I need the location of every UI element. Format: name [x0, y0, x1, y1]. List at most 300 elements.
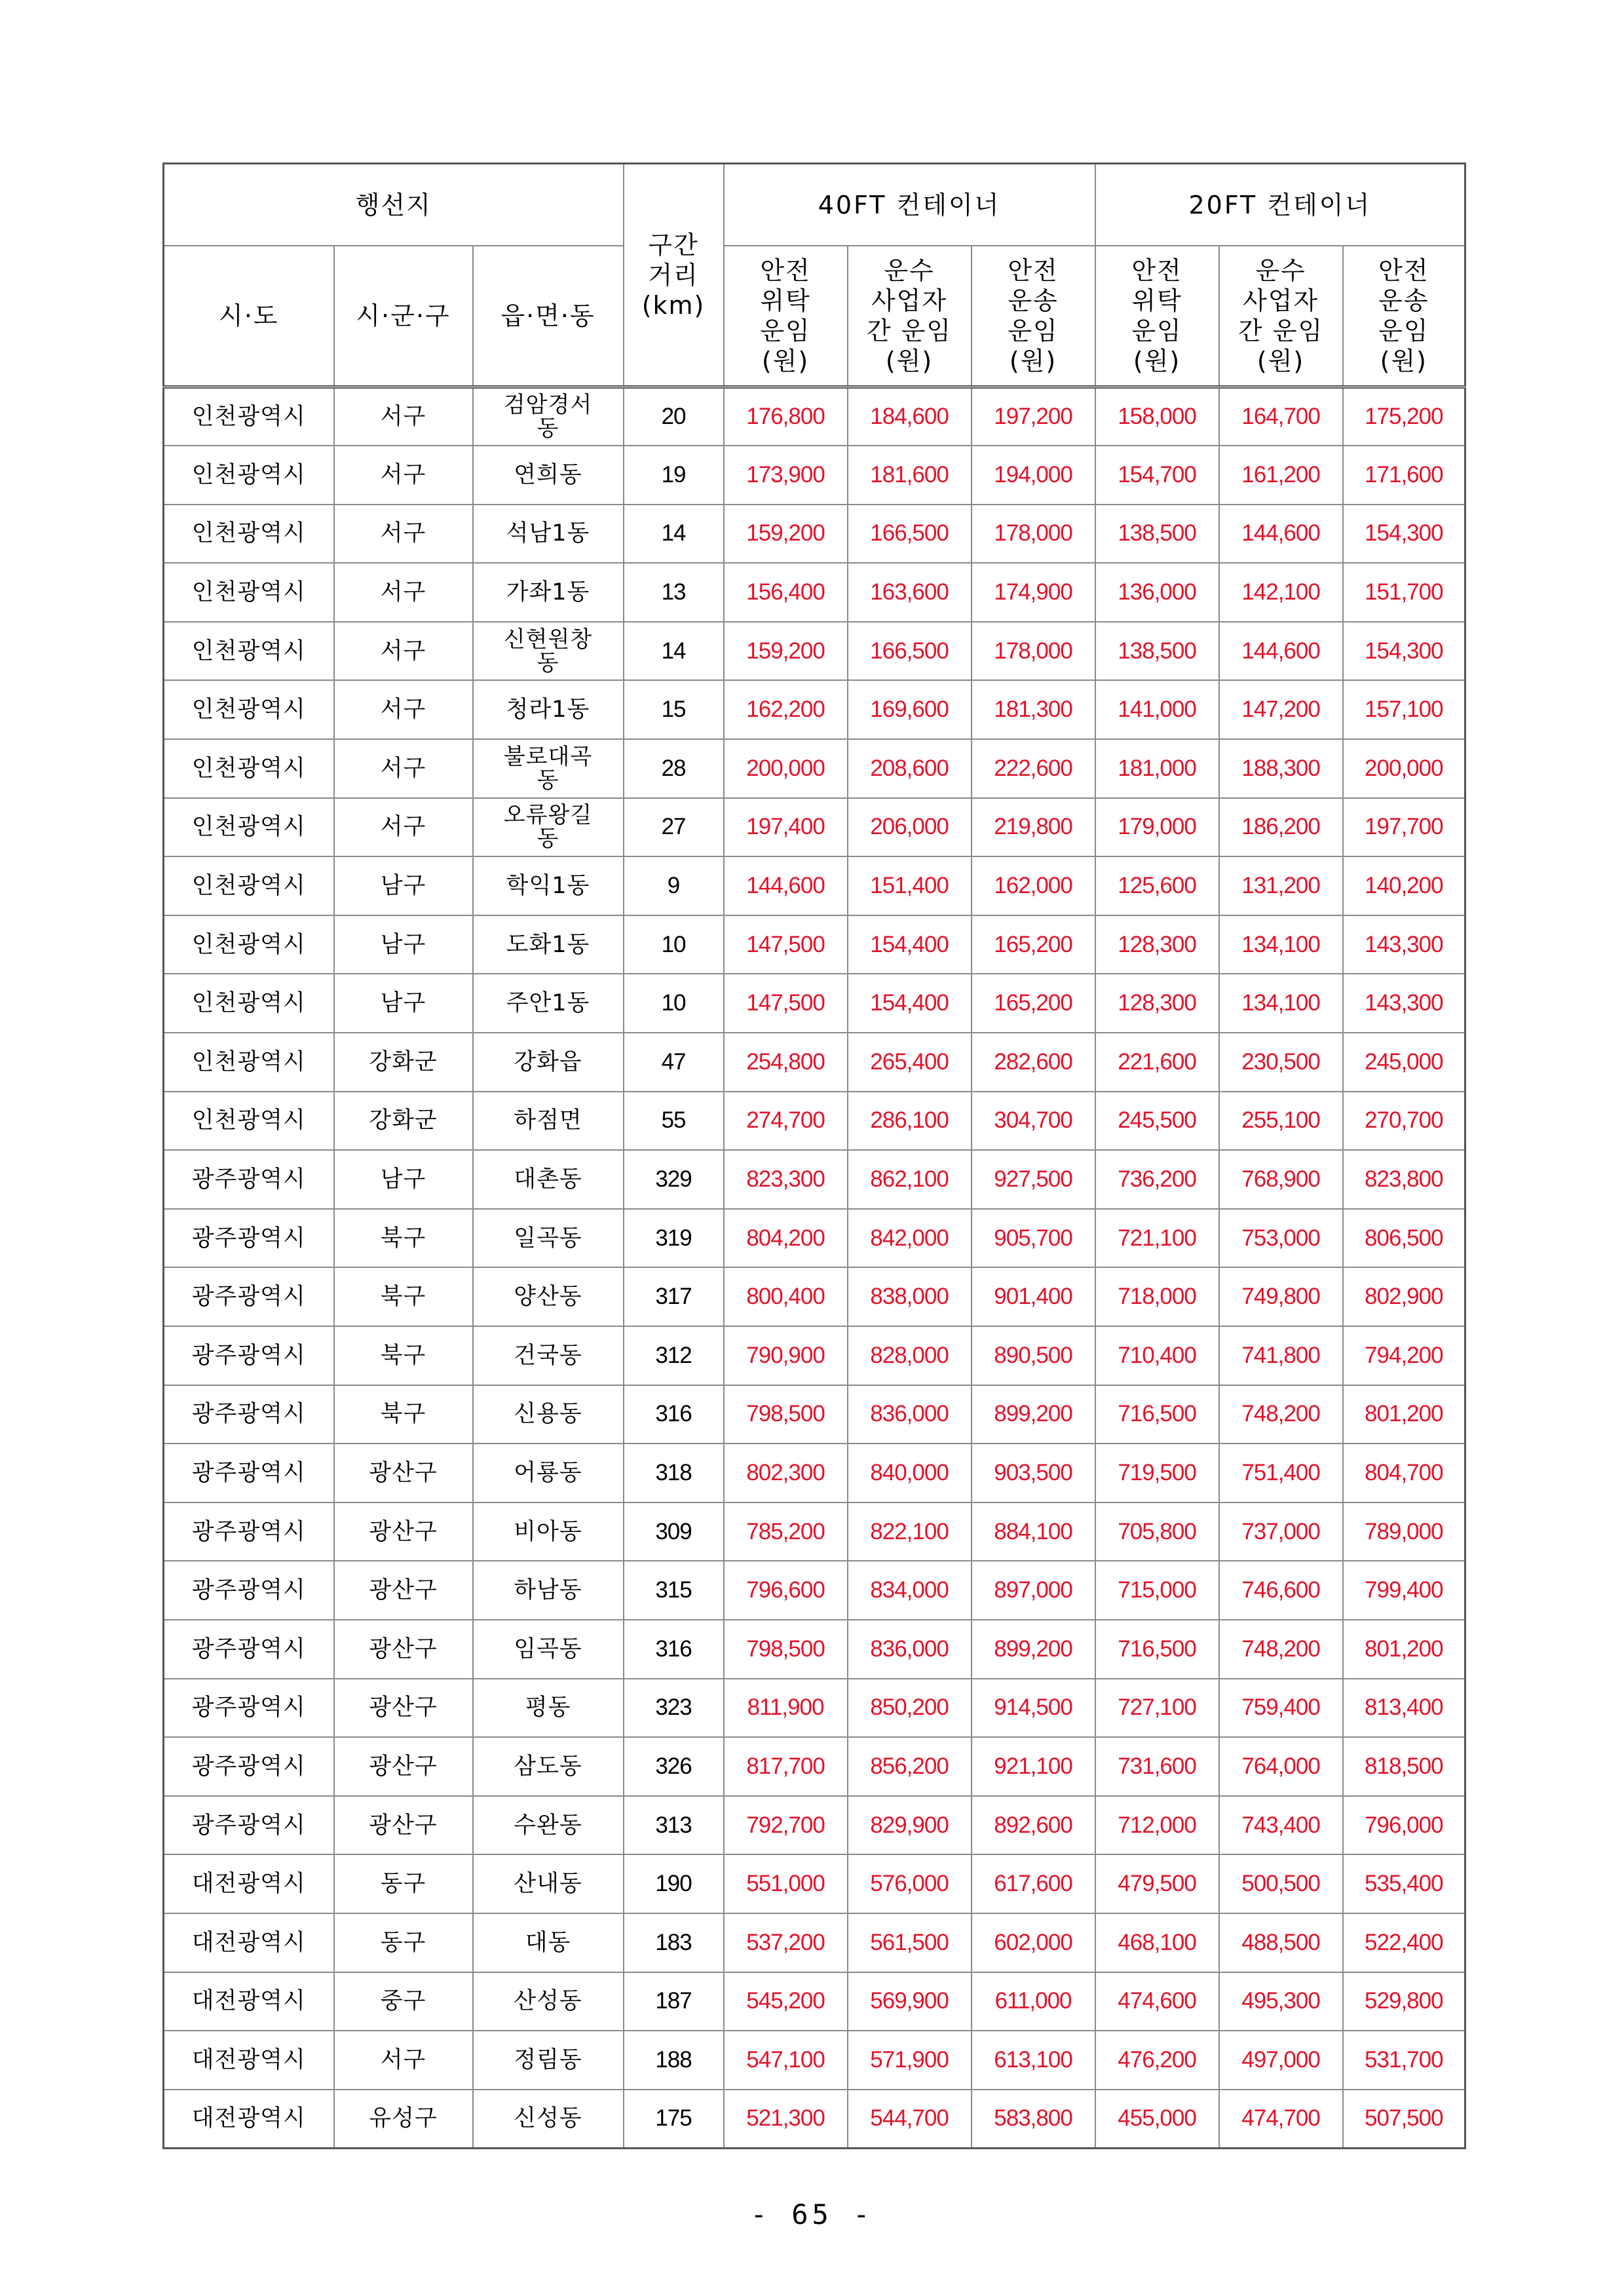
table-row: [164, 1679, 1465, 1738]
fare-20ft-safe-consign: 716,500: [1095, 1385, 1219, 1444]
fare-20ft-carrier: 142,100: [1219, 563, 1343, 622]
fare-20ft-safe-consign: 128,300: [1095, 974, 1219, 1033]
distance-cell: 312: [624, 1326, 724, 1385]
fare-20ft-safe-transport: 818,500: [1343, 1737, 1465, 1796]
header-sido: 시·도: [164, 246, 334, 387]
fare-20ft-safe-transport: 801,200: [1343, 1620, 1465, 1679]
fare-20ft-carrier: 495,300: [1219, 1972, 1343, 2031]
sigungu-cell: 동구: [334, 1854, 473, 1913]
fare-40ft-safe-consign: 162,200: [724, 680, 848, 739]
sigungu-cell: 북구: [334, 1385, 473, 1444]
fare-20ft-carrier: 741,800: [1219, 1326, 1343, 1385]
fare-40ft-safe-consign: 545,200: [724, 1972, 848, 2031]
fare-40ft-carrier: 842,000: [848, 1209, 972, 1268]
sido-cell: 인천광역시: [164, 1092, 334, 1151]
dong-cell: 삼도동: [473, 1737, 624, 1796]
header-distance: 구간 거리 (km): [624, 164, 724, 387]
fare-40ft-carrier: 208,600: [848, 739, 972, 798]
sido-cell: 인천광역시: [164, 622, 334, 681]
fare-40ft-safe-transport: 884,100: [972, 1502, 1095, 1561]
fare-40ft-safe-consign: 197,400: [724, 798, 848, 857]
table-header: [164, 164, 1465, 387]
fare-40ft-safe-consign: 785,200: [724, 1502, 848, 1561]
fare-20ft-safe-transport: 507,500: [1343, 2090, 1465, 2149]
sigungu-cell: 광산구: [334, 1444, 473, 1502]
fare-40ft-carrier: 828,000: [848, 1326, 972, 1385]
sido-cell: 광주광역시: [164, 1444, 334, 1502]
fare-20ft-carrier: 186,200: [1219, 798, 1343, 857]
fare-20ft-carrier: 500,500: [1219, 1854, 1343, 1913]
table-row: [164, 680, 1465, 739]
fare-20ft-safe-consign: 221,600: [1095, 1033, 1219, 1092]
table-row: [164, 974, 1465, 1033]
dong-cell: 수완동: [473, 1796, 624, 1855]
fare-40ft-carrier: 163,600: [848, 563, 972, 622]
distance-cell: 318: [624, 1444, 724, 1502]
dong-cell: 산성동: [473, 1972, 624, 2031]
fare-20ft-carrier: 230,500: [1219, 1033, 1343, 1092]
fare-40ft-safe-transport: 617,600: [972, 1854, 1095, 1913]
distance-cell: 13: [624, 563, 724, 622]
table-row: [164, 1502, 1465, 1561]
dong-cell: 석남1동: [473, 505, 624, 564]
sigungu-cell: 유성구: [334, 2090, 473, 2149]
dong-cell: 산내동: [473, 1854, 624, 1913]
sido-cell: 광주광역시: [164, 1326, 334, 1385]
fare-20ft-safe-transport: 794,200: [1343, 1326, 1465, 1385]
distance-cell: 9: [624, 856, 724, 915]
fare-40ft-carrier: 154,400: [848, 974, 972, 1033]
dong-cell: 도화1동: [473, 915, 624, 974]
sido-cell: 광주광역시: [164, 1561, 334, 1620]
fare-20ft-safe-transport: 804,700: [1343, 1444, 1465, 1502]
freight-rate-table: [162, 163, 1466, 2149]
sigungu-cell: 서구: [334, 739, 473, 798]
sido-cell: 광주광역시: [164, 1679, 334, 1738]
fare-20ft-safe-consign: 141,000: [1095, 680, 1219, 739]
fare-20ft-carrier: 737,000: [1219, 1502, 1343, 1561]
fare-40ft-carrier: 576,000: [848, 1854, 972, 1913]
distance-cell: 316: [624, 1620, 724, 1679]
fare-40ft-carrier: 862,100: [848, 1150, 972, 1209]
fare-20ft-carrier: 131,200: [1219, 856, 1343, 915]
table-row: [164, 1267, 1465, 1326]
fare-40ft-safe-consign: 792,700: [724, 1796, 848, 1855]
header-eupmyeondong: 읍·면·동: [473, 246, 624, 387]
fare-20ft-carrier: 749,800: [1219, 1267, 1343, 1326]
sigungu-cell: 광산구: [334, 1737, 473, 1796]
sido-cell: 광주광역시: [164, 1209, 334, 1268]
sigungu-cell: 서구: [334, 680, 473, 739]
sido-cell: 광주광역시: [164, 1737, 334, 1796]
distance-cell: 20: [624, 387, 724, 446]
distance-cell: 10: [624, 915, 724, 974]
fare-40ft-safe-transport: 219,800: [972, 798, 1095, 857]
fare-40ft-safe-transport: 611,000: [972, 1972, 1095, 2031]
fare-40ft-safe-transport: 197,200: [972, 387, 1095, 446]
fare-40ft-safe-consign: 800,400: [724, 1267, 848, 1326]
fare-40ft-safe-consign: 156,400: [724, 563, 848, 622]
table-row: [164, 2090, 1465, 2149]
fare-20ft-carrier: 748,200: [1219, 1385, 1343, 1444]
fare-40ft-safe-consign: 521,300: [724, 2090, 848, 2149]
fare-20ft-carrier: 746,600: [1219, 1561, 1343, 1620]
fare-40ft-safe-consign: 823,300: [724, 1150, 848, 1209]
fare-20ft-safe-transport: 143,300: [1343, 915, 1465, 974]
sido-cell: 광주광역시: [164, 1150, 334, 1209]
distance-cell: 14: [624, 622, 724, 681]
fare-20ft-safe-consign: 455,000: [1095, 2090, 1219, 2149]
fare-40ft-carrier: 169,600: [848, 680, 972, 739]
fare-40ft-safe-consign: 274,700: [724, 1092, 848, 1151]
distance-cell: 317: [624, 1267, 724, 1326]
fare-20ft-safe-consign: 476,200: [1095, 2031, 1219, 2090]
header-40ft-safe-transport: 안전 운송 운임 (원): [972, 246, 1095, 387]
fare-40ft-safe-consign: 547,100: [724, 2031, 848, 2090]
sido-cell: 인천광역시: [164, 505, 334, 564]
distance-cell: 315: [624, 1561, 724, 1620]
header-sigungu: 시·군·구: [334, 246, 473, 387]
fare-20ft-safe-consign: 158,000: [1095, 387, 1219, 446]
sido-cell: 광주광역시: [164, 1620, 334, 1679]
sigungu-cell: 서구: [334, 2031, 473, 2090]
fare-40ft-carrier: 840,000: [848, 1444, 972, 1502]
sido-cell: 인천광역시: [164, 856, 334, 915]
fare-40ft-carrier: 838,000: [848, 1267, 972, 1326]
fare-20ft-safe-transport: 531,700: [1343, 2031, 1465, 2090]
fare-40ft-safe-transport: 927,500: [972, 1150, 1095, 1209]
distance-cell: 326: [624, 1737, 724, 1796]
fare-20ft-safe-consign: 125,600: [1095, 856, 1219, 915]
fare-20ft-safe-consign: 474,600: [1095, 1972, 1219, 2031]
sigungu-cell: 서구: [334, 505, 473, 564]
table-row: [164, 1209, 1465, 1268]
fare-40ft-carrier: 856,200: [848, 1737, 972, 1796]
table-row: [164, 1444, 1465, 1502]
fare-40ft-safe-transport: 901,400: [972, 1267, 1095, 1326]
fare-20ft-safe-transport: 806,500: [1343, 1209, 1465, 1268]
distance-cell: 188: [624, 2031, 724, 2090]
table-row: [164, 563, 1465, 622]
distance-cell: 15: [624, 680, 724, 739]
fare-20ft-safe-consign: 716,500: [1095, 1620, 1219, 1679]
fare-40ft-carrier: 822,100: [848, 1502, 972, 1561]
fare-40ft-safe-consign: 147,500: [724, 974, 848, 1033]
distance-cell: 187: [624, 1972, 724, 2031]
sigungu-cell: 남구: [334, 974, 473, 1033]
distance-cell: 316: [624, 1385, 724, 1444]
fare-40ft-safe-consign: 200,000: [724, 739, 848, 798]
fare-40ft-carrier: 571,900: [848, 2031, 972, 2090]
fare-20ft-safe-transport: 796,000: [1343, 1796, 1465, 1855]
fare-20ft-safe-transport: 529,800: [1343, 1972, 1465, 2031]
sido-cell: 인천광역시: [164, 680, 334, 739]
fare-20ft-carrier: 748,200: [1219, 1620, 1343, 1679]
fare-20ft-carrier: 764,000: [1219, 1737, 1343, 1796]
table-row: [164, 915, 1465, 974]
dong-cell: 정림동: [473, 2031, 624, 2090]
distance-cell: 329: [624, 1150, 724, 1209]
table-row: [164, 856, 1465, 915]
dong-cell: 신현원창 동: [473, 622, 624, 681]
fare-20ft-carrier: 134,100: [1219, 974, 1343, 1033]
sigungu-cell: 동구: [334, 1913, 473, 1972]
fare-20ft-safe-transport: 535,400: [1343, 1854, 1465, 1913]
fare-40ft-safe-transport: 165,200: [972, 974, 1095, 1033]
header-20ft-carrier-fare: 운수 사업자 간 운임 (원): [1219, 246, 1343, 387]
table-row: [164, 1326, 1465, 1385]
dong-cell: 연희동: [473, 446, 624, 505]
fare-20ft-carrier: 751,400: [1219, 1444, 1343, 1502]
fare-40ft-carrier: 286,100: [848, 1092, 972, 1151]
header-40ft-carrier-fare: 운수 사업자 간 운임 (원): [848, 246, 972, 387]
fare-20ft-safe-consign: 710,400: [1095, 1326, 1219, 1385]
fare-20ft-safe-transport: 245,000: [1343, 1033, 1465, 1092]
table-row: [164, 1620, 1465, 1679]
fare-40ft-safe-consign: 790,900: [724, 1326, 848, 1385]
fare-20ft-carrier: 147,200: [1219, 680, 1343, 739]
sido-cell: 대전광역시: [164, 1913, 334, 1972]
table-row: [164, 1854, 1465, 1913]
fare-20ft-carrier: 134,100: [1219, 915, 1343, 974]
dong-cell: 양산동: [473, 1267, 624, 1326]
distance-cell: 183: [624, 1913, 724, 1972]
fare-20ft-carrier: 474,700: [1219, 2090, 1343, 2149]
table-row: [164, 1150, 1465, 1209]
fare-40ft-carrier: 181,600: [848, 446, 972, 505]
distance-cell: 309: [624, 1502, 724, 1561]
header-group-20ft: 20FT 컨테이너: [1095, 164, 1465, 246]
fare-20ft-safe-consign: 736,200: [1095, 1150, 1219, 1209]
sigungu-cell: 서구: [334, 563, 473, 622]
header-40ft-safe-consign: 안전 위탁 운임 (원): [724, 246, 848, 387]
table-row: [164, 1913, 1465, 1972]
fare-20ft-safe-transport: 522,400: [1343, 1913, 1465, 1972]
sigungu-cell: 남구: [334, 856, 473, 915]
sido-cell: 광주광역시: [164, 1385, 334, 1444]
fare-20ft-safe-consign: 705,800: [1095, 1502, 1219, 1561]
table-row: [164, 739, 1465, 798]
fare-40ft-safe-consign: 144,600: [724, 856, 848, 915]
fare-40ft-safe-consign: 147,500: [724, 915, 848, 974]
dong-cell: 청라1동: [473, 680, 624, 739]
fare-40ft-safe-consign: 796,600: [724, 1561, 848, 1620]
fare-20ft-safe-consign: 712,000: [1095, 1796, 1219, 1855]
sido-cell: 대전광역시: [164, 1972, 334, 2031]
sido-cell: 대전광역시: [164, 2090, 334, 2149]
fare-20ft-safe-transport: 801,200: [1343, 1385, 1465, 1444]
table-row: [164, 622, 1465, 681]
sigungu-cell: 북구: [334, 1326, 473, 1385]
distance-cell: 55: [624, 1092, 724, 1151]
fare-20ft-safe-consign: 154,700: [1095, 446, 1219, 505]
dong-cell: 비아동: [473, 1502, 624, 1561]
sido-cell: 광주광역시: [164, 1796, 334, 1855]
fare-40ft-safe-consign: 254,800: [724, 1033, 848, 1092]
fare-20ft-safe-transport: 143,300: [1343, 974, 1465, 1033]
fare-40ft-carrier: 836,000: [848, 1620, 972, 1679]
table-row: [164, 1737, 1465, 1796]
dong-cell: 학익1동: [473, 856, 624, 915]
sigungu-cell: 서구: [334, 622, 473, 681]
dong-cell: 건국동: [473, 1326, 624, 1385]
sigungu-cell: 남구: [334, 1150, 473, 1209]
table-row: [164, 1092, 1465, 1151]
fare-20ft-safe-transport: 823,800: [1343, 1150, 1465, 1209]
distance-cell: 313: [624, 1796, 724, 1855]
fare-40ft-safe-transport: 178,000: [972, 622, 1095, 681]
table-row: [164, 1561, 1465, 1620]
distance-cell: 28: [624, 739, 724, 798]
fare-40ft-safe-transport: 178,000: [972, 505, 1095, 564]
fare-40ft-safe-consign: 811,900: [724, 1679, 848, 1738]
fare-20ft-carrier: 753,000: [1219, 1209, 1343, 1268]
fare-20ft-safe-transport: 789,000: [1343, 1502, 1465, 1561]
fare-40ft-safe-transport: 282,600: [972, 1033, 1095, 1092]
fare-20ft-safe-transport: 799,400: [1343, 1561, 1465, 1620]
fare-40ft-safe-transport: 194,000: [972, 446, 1095, 505]
fare-20ft-safe-transport: 813,400: [1343, 1679, 1465, 1738]
fare-40ft-carrier: 206,000: [848, 798, 972, 857]
fare-40ft-safe-transport: 914,500: [972, 1679, 1095, 1738]
fare-20ft-safe-transport: 154,300: [1343, 622, 1465, 681]
header-destination: 행선지: [164, 164, 624, 246]
fare-20ft-safe-consign: 731,600: [1095, 1737, 1219, 1796]
distance-cell: 190: [624, 1854, 724, 1913]
fare-40ft-safe-consign: 159,200: [724, 622, 848, 681]
fare-20ft-safe-consign: 468,100: [1095, 1913, 1219, 1972]
sido-cell: 인천광역시: [164, 446, 334, 505]
fare-40ft-safe-consign: 798,500: [724, 1385, 848, 1444]
fare-20ft-safe-transport: 151,700: [1343, 563, 1465, 622]
fare-40ft-carrier: 265,400: [848, 1033, 972, 1092]
fare-40ft-safe-consign: 173,900: [724, 446, 848, 505]
sigungu-cell: 강화군: [334, 1033, 473, 1092]
sido-cell: 인천광역시: [164, 739, 334, 798]
fare-40ft-carrier: 561,500: [848, 1913, 972, 1972]
table-row: [164, 505, 1465, 564]
fare-40ft-safe-consign: 176,800: [724, 387, 848, 446]
fare-40ft-safe-consign: 551,000: [724, 1854, 848, 1913]
fare-40ft-carrier: 166,500: [848, 505, 972, 564]
sigungu-cell: 광산구: [334, 1796, 473, 1855]
fare-40ft-carrier: 151,400: [848, 856, 972, 915]
fare-20ft-safe-consign: 719,500: [1095, 1444, 1219, 1502]
fare-40ft-safe-transport: 899,200: [972, 1385, 1095, 1444]
fare-40ft-safe-transport: 162,000: [972, 856, 1095, 915]
fare-40ft-safe-transport: 897,000: [972, 1561, 1095, 1620]
fare-20ft-carrier: 144,600: [1219, 505, 1343, 564]
table-row: [164, 1972, 1465, 2031]
fare-20ft-safe-consign: 479,500: [1095, 1854, 1219, 1913]
fare-40ft-carrier: 834,000: [848, 1561, 972, 1620]
table-row: [164, 446, 1465, 505]
fare-20ft-carrier: 488,500: [1219, 1913, 1343, 1972]
sido-cell: 인천광역시: [164, 563, 334, 622]
sigungu-cell: 북구: [334, 1209, 473, 1268]
dong-cell: 하점면: [473, 1092, 624, 1151]
table-row: [164, 1033, 1465, 1092]
distance-cell: 10: [624, 974, 724, 1033]
sido-cell: 광주광역시: [164, 1502, 334, 1561]
fare-40ft-safe-transport: 890,500: [972, 1326, 1095, 1385]
dong-cell: 신용동: [473, 1385, 624, 1444]
sigungu-cell: 서구: [334, 798, 473, 857]
dong-cell: 주안1동: [473, 974, 624, 1033]
sigungu-cell: 광산구: [334, 1502, 473, 1561]
sido-cell: 인천광역시: [164, 974, 334, 1033]
fare-40ft-carrier: 836,000: [848, 1385, 972, 1444]
sigungu-cell: 강화군: [334, 1092, 473, 1151]
header-20ft-safe-transport: 안전 운송 운임 (원): [1343, 246, 1465, 387]
fare-40ft-safe-consign: 159,200: [724, 505, 848, 564]
fare-20ft-carrier: 161,200: [1219, 446, 1343, 505]
fare-20ft-safe-transport: 197,700: [1343, 798, 1465, 857]
fare-20ft-safe-consign: 136,000: [1095, 563, 1219, 622]
fare-20ft-carrier: 768,900: [1219, 1150, 1343, 1209]
distance-cell: 175: [624, 2090, 724, 2149]
fare-20ft-safe-consign: 128,300: [1095, 915, 1219, 974]
sigungu-cell: 광산구: [334, 1561, 473, 1620]
fare-20ft-safe-consign: 715,000: [1095, 1561, 1219, 1620]
sido-cell: 인천광역시: [164, 798, 334, 857]
dong-cell: 일곡동: [473, 1209, 624, 1268]
fare-20ft-safe-consign: 721,100: [1095, 1209, 1219, 1268]
dong-cell: 불로대곡 동: [473, 739, 624, 798]
fare-40ft-carrier: 154,400: [848, 915, 972, 974]
fare-20ft-safe-consign: 138,500: [1095, 505, 1219, 564]
fare-20ft-carrier: 255,100: [1219, 1092, 1343, 1151]
fare-20ft-safe-consign: 179,000: [1095, 798, 1219, 857]
fare-20ft-safe-consign: 718,000: [1095, 1267, 1219, 1326]
fare-20ft-safe-transport: 154,300: [1343, 505, 1465, 564]
dong-cell: 가좌1동: [473, 563, 624, 622]
sido-cell: 인천광역시: [164, 387, 334, 446]
table-row: [164, 798, 1465, 857]
fare-40ft-safe-transport: 181,300: [972, 680, 1095, 739]
distance-cell: 47: [624, 1033, 724, 1092]
fare-40ft-carrier: 569,900: [848, 1972, 972, 2031]
fare-40ft-safe-transport: 304,700: [972, 1092, 1095, 1151]
fare-20ft-safe-transport: 157,100: [1343, 680, 1465, 739]
distance-cell: 19: [624, 446, 724, 505]
fare-40ft-carrier: 829,900: [848, 1796, 972, 1855]
fare-20ft-safe-transport: 270,700: [1343, 1092, 1465, 1151]
fare-20ft-carrier: 188,300: [1219, 739, 1343, 798]
table-row: [164, 1796, 1465, 1855]
dong-cell: 어룡동: [473, 1444, 624, 1502]
fare-20ft-safe-transport: 802,900: [1343, 1267, 1465, 1326]
table-row: [164, 2031, 1465, 2090]
fare-20ft-safe-transport: 171,600: [1343, 446, 1465, 505]
fare-40ft-safe-transport: 903,500: [972, 1444, 1095, 1502]
fare-20ft-carrier: 497,000: [1219, 2031, 1343, 2090]
distance-cell: 27: [624, 798, 724, 857]
fare-20ft-safe-transport: 175,200: [1343, 387, 1465, 446]
fare-20ft-carrier: 164,700: [1219, 387, 1343, 446]
dong-cell: 검암경서 동: [473, 387, 624, 446]
fare-40ft-safe-consign: 798,500: [724, 1620, 848, 1679]
distance-cell: 14: [624, 505, 724, 564]
fare-20ft-safe-consign: 727,100: [1095, 1679, 1219, 1738]
fare-40ft-safe-consign: 537,200: [724, 1913, 848, 1972]
dong-cell: 대촌동: [473, 1150, 624, 1209]
fare-40ft-safe-transport: 583,800: [972, 2090, 1095, 2149]
fare-20ft-safe-consign: 245,500: [1095, 1092, 1219, 1151]
table-row: [164, 387, 1465, 446]
fare-40ft-carrier: 184,600: [848, 387, 972, 446]
header-group-40ft: 40FT 컨테이너: [724, 164, 1095, 246]
